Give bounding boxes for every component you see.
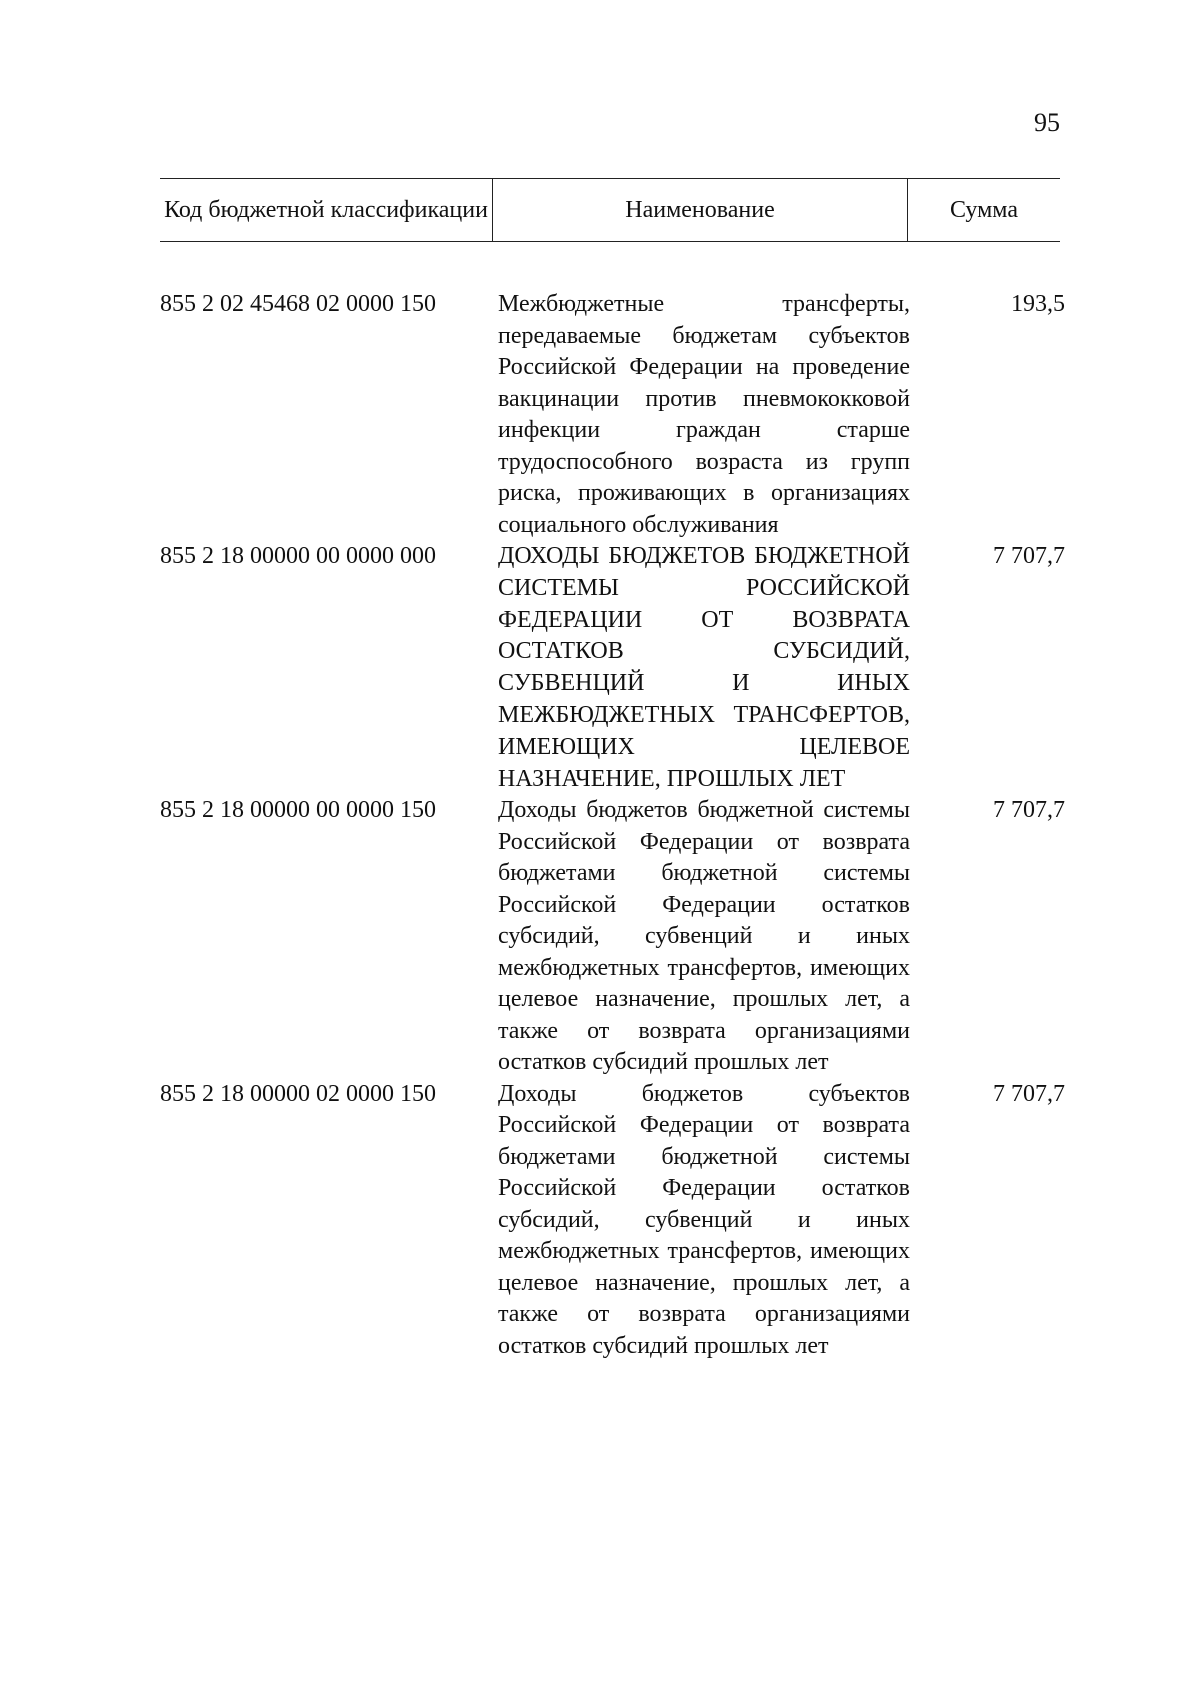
table-row — [160, 795, 1065, 1079]
table-row — [160, 541, 1065, 795]
table-row — [160, 1079, 1065, 1363]
row-name: Доходы бюджетов бюджетной системы Российской Федерации от возврата бюджетами бюджетной системы Российской Федерации остатков субсидий, субвенций и иных межбюджетных трансфертов, имеющих целевое назначение, прошлых лет, а также от возврата организациями остатков субсидий прошлых лет — [498, 797, 910, 1076]
row-code: 855 2 02 45468 02 0000 150 — [160, 291, 436, 317]
row-code: 855 2 18 00000 00 0000 000 — [160, 543, 436, 569]
row-sum: 7 707,7 — [993, 797, 1065, 824]
row-name: Доходы бюджетов субъектов Российской Федерации от возврата бюджетами бюджетной системы Российской Федерации остатков субсидий, субвенций и иных межбюджетных трансфертов, имеющих целевое назначение, прошлых лет, а также от возврата организациями остатков субсидий прошлых лет — [498, 1080, 910, 1359]
header-code: Код бюджетной классификации — [164, 197, 488, 223]
table-header — [160, 178, 1060, 242]
row-name: ДОХОДЫ БЮДЖЕТОВ БЮДЖЕТНОЙ СИСТЕМЫ РОССИЙСКОЙ ФЕДЕРАЦИИ ОТ ВОЗВРАТА ОСТАТКОВ СУБСИДИЙ, СУБВЕНЦИЙ И ИНЫХ МЕЖБЮДЖЕТНЫХ ТРАНСФЕРТОВ, ИМЕЮЩИХ ЦЕЛЕВОЕ НАЗНАЧЕНИЕ, ПРОШЛЫХ ЛЕТ — [498, 543, 910, 792]
table-row — [160, 289, 1065, 541]
page-number: 95 — [1034, 108, 1060, 137]
row-code: 855 2 18 00000 00 0000 150 — [160, 797, 436, 824]
row-name: Межбюджетные трансферты, передаваемые бюджетам субъектов Российской Федерации на проведение вакцинации против пневмококковой инфекции граждан старше трудоспособного возраста из групп риска, проживающих в организациях социального обслуживания — [498, 291, 910, 538]
row-sum: 193,5 — [1011, 291, 1065, 317]
row-sum: 7 707,7 — [993, 543, 1065, 569]
row-sum: 7 707,7 — [993, 1080, 1065, 1107]
table-body — [160, 289, 1065, 1362]
header-name: Наименование — [492, 179, 908, 241]
row-code: 855 2 18 00000 02 0000 150 — [160, 1080, 436, 1107]
header-sum: Сумма — [950, 197, 1018, 223]
